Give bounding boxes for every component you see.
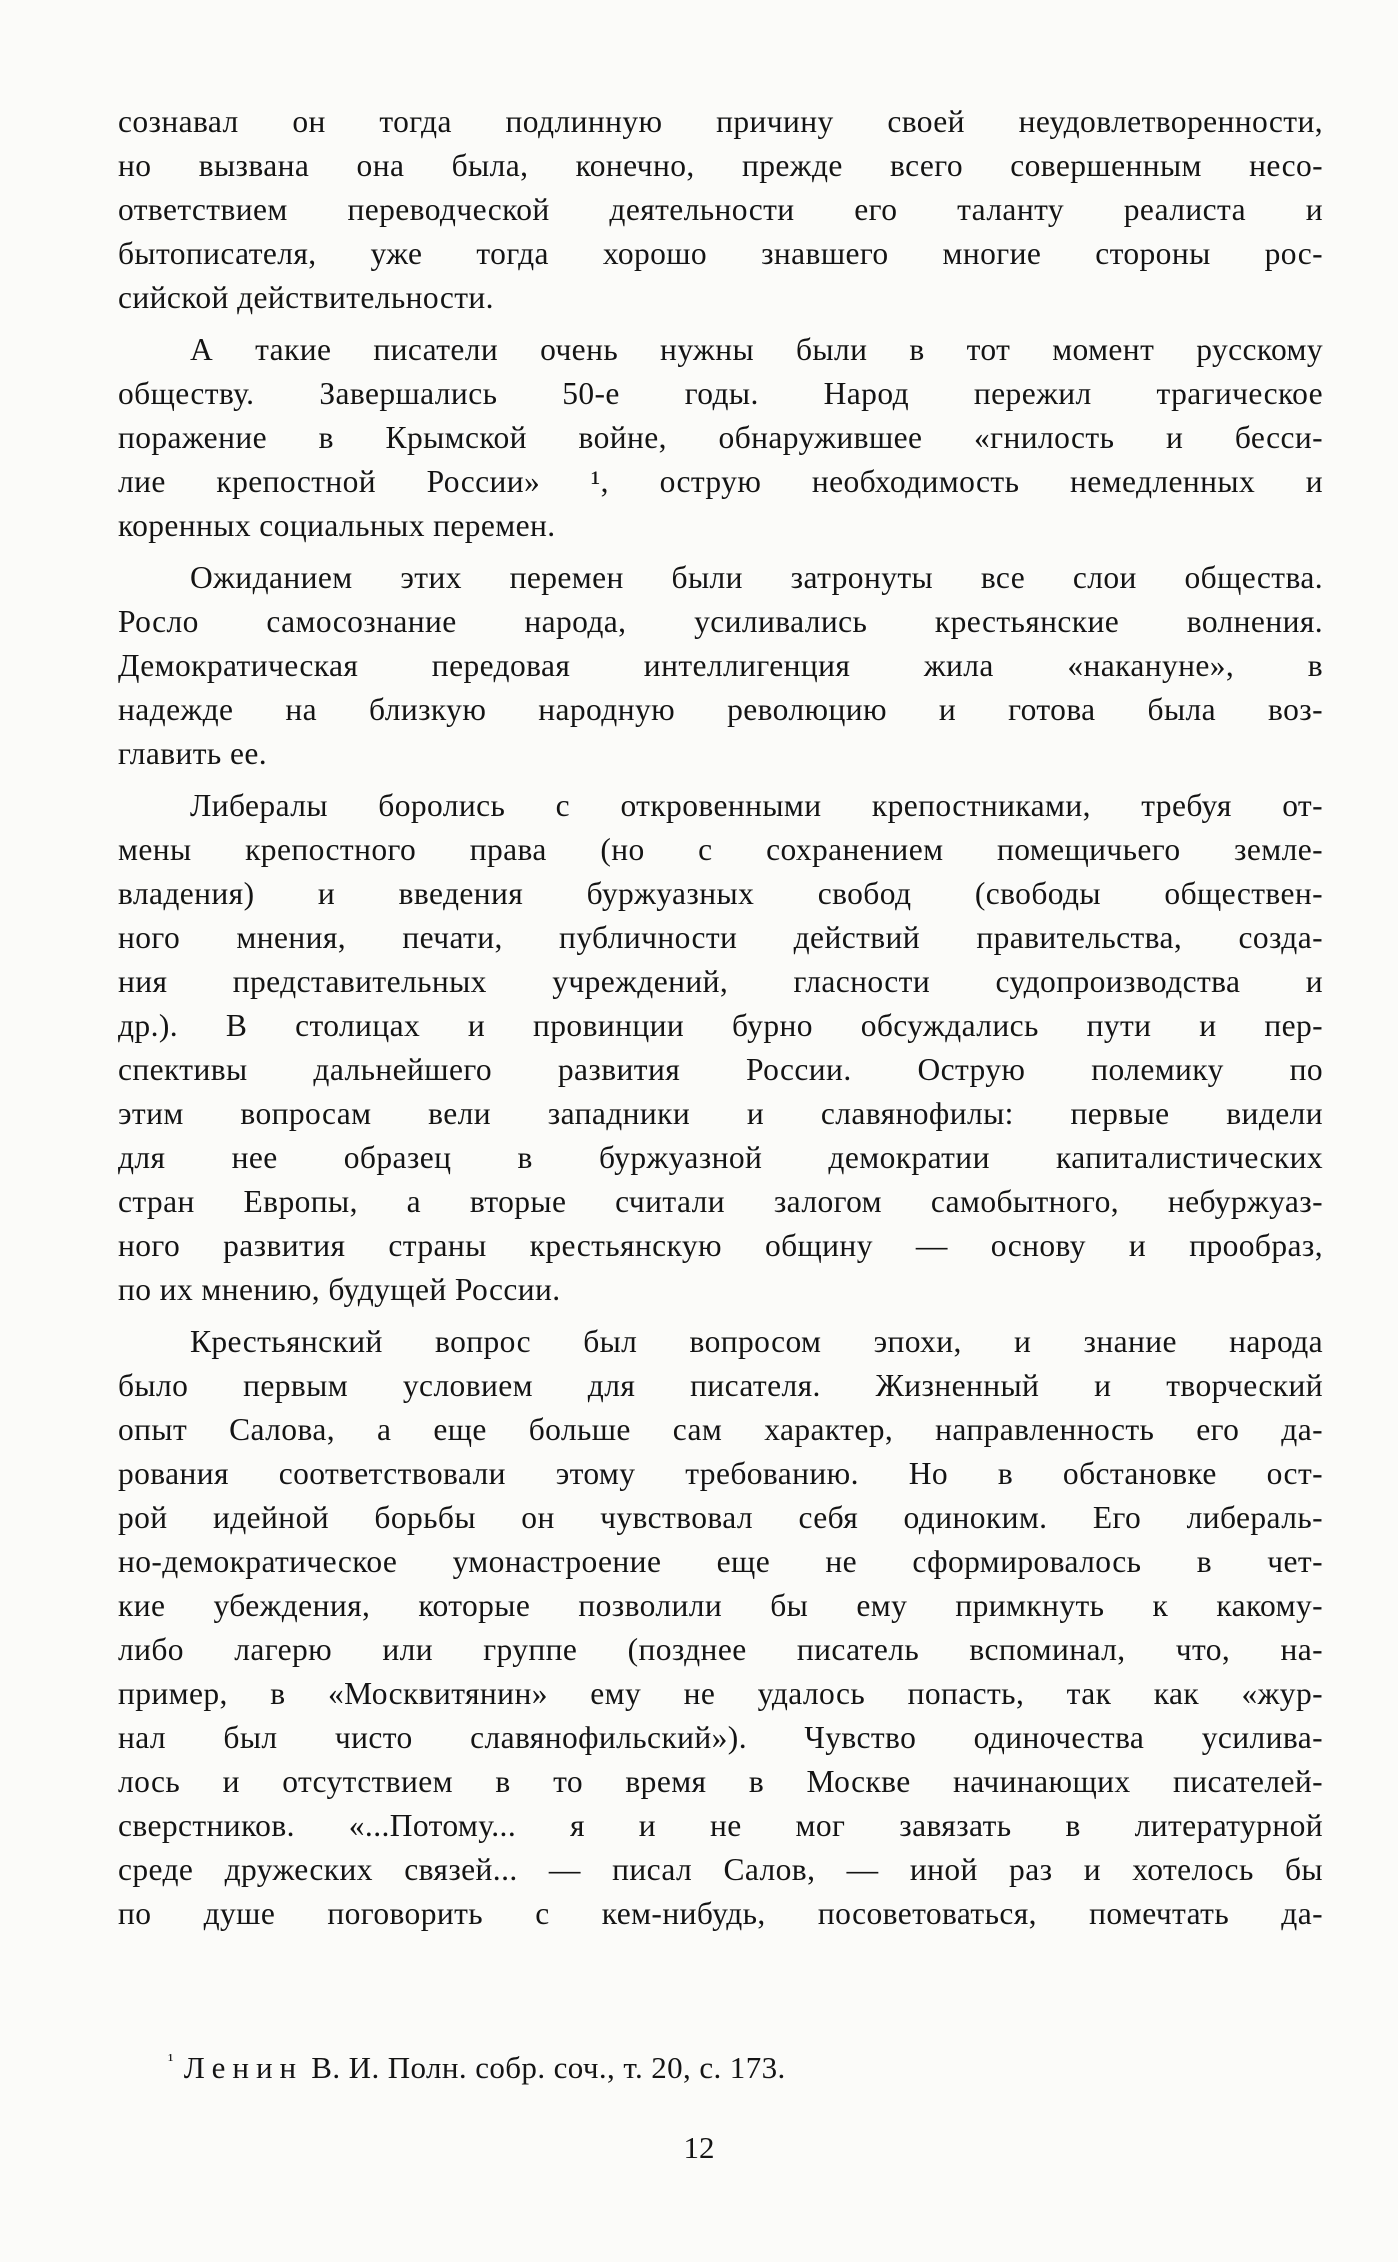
text-line: надежде на близкую народную революцию и готова была воз- [118, 692, 1323, 727]
paragraph [118, 100, 1323, 320]
paragraph [118, 556, 1323, 776]
text-line: лось и отсутствием в то время в Москве начинающих писателей- [118, 1764, 1323, 1799]
text-line: А такие писатели очень нужны были в тот момент русскому [190, 332, 1323, 367]
text-line: сийской действительности. [118, 280, 494, 315]
footnote-citation: В. И. Полн. собр. соч., т. 20, с. 173. [303, 2050, 786, 2085]
text-line: опыт Салова, а еще больше сам характер, направленность его да- [118, 1412, 1323, 1447]
text-line: пример, в «Москвитянин» ему не удалось попасть, так как «жур- [118, 1676, 1323, 1711]
text-line: главить ее. [118, 736, 267, 771]
text-line: поражение в Крымской войне, обнаружившее «гнилость и бесси- [118, 420, 1323, 455]
text-line: этим вопросам вели западники и славянофилы: первые видели [118, 1096, 1323, 1131]
text-line: рования соответствовали этому требованию. Но в обстановке ост- [118, 1456, 1323, 1491]
text-line: Демократическая передовая интеллигенция жила «накануне», в [118, 648, 1323, 683]
text-line: для нее образец в буржуазной демократии капиталистических [118, 1140, 1323, 1175]
text-line: мены крепостного права (но с сохранением помещичьего земле- [118, 832, 1323, 867]
main-text [118, 100, 1323, 1944]
footnote-marker: ¹ [168, 2050, 174, 2070]
text-line: лие крепостной России» ¹, острую необходимость немедленных и [118, 464, 1323, 499]
text-line: либо лагерю или группе (позднее писатель вспоминал, что, на- [118, 1632, 1323, 1667]
text-line: Росло самосознание народа, усиливались крестьянские волнения. [118, 604, 1323, 639]
footnote-author: Ленин [183, 2050, 304, 2085]
text-line: рой идейной борьбы он чувствовал себя одиноким. Его либераль- [118, 1500, 1323, 1535]
text-line: ного развития страны крестьянскую общину — основу и прообраз, [118, 1228, 1323, 1263]
text-line: ответствием переводческой деятельности его таланту реалиста и [118, 192, 1323, 227]
text-line: было первым условием для писателя. Жизненный и творческий [118, 1368, 1323, 1403]
text-line: сознавал он тогда подлинную причину своей неудовлетворенности, [118, 104, 1323, 139]
text-line: Либералы боролись с откровенными крепостниками, требуя от- [190, 788, 1323, 823]
text-line: стран Европы, а вторые считали залогом самобытного, небуржуаз- [118, 1184, 1323, 1219]
text-line: сверстников. «...Потому... я и не мог завязать в литературной [118, 1808, 1323, 1843]
footnote [168, 2040, 786, 2088]
text-line: ния представительных учреждений, гласности судопроизводства и [118, 964, 1323, 999]
paragraph [118, 1320, 1323, 1936]
text-line: коренных социальных перемен. [118, 508, 556, 543]
page-number: 12 [683, 2130, 715, 2165]
text-line: Ожиданием этих перемен были затронуты все слои общества. [190, 560, 1323, 595]
text-line: бытописателя, уже тогда хорошо знавшего многие стороны рос- [118, 236, 1323, 271]
text-line: владения) и введения буржуазных свобод (свободы обществен- [118, 876, 1323, 911]
text-line: обществу. Завершались 50-е годы. Народ пережил трагическое [118, 376, 1323, 411]
text-line: др.). В столицах и провинции бурно обсуждались пути и пер- [118, 1008, 1323, 1043]
text-line: но-демократическое умонастроение еще не сформировалось в чет- [118, 1544, 1323, 1579]
text-line: нал был чисто славянофильский»). Чувство одиночества усилива- [118, 1720, 1323, 1755]
text-line: ного мнения, печати, публичности действий правительства, созда- [118, 920, 1323, 955]
paragraph [118, 784, 1323, 1312]
text-line: по душе поговорить с кем-нибудь, посоветоваться, помечтать да- [118, 1896, 1323, 1931]
text-line: Крестьянский вопрос был вопросом эпохи, и знание народа [190, 1324, 1323, 1359]
text-line: по их мнению, будущей России. [118, 1272, 561, 1307]
text-line: спективы дальнейшего развития России. Острую полемику по [118, 1052, 1323, 1087]
text-line: но вызвана она была, конечно, прежде всего совершенным несо- [118, 148, 1323, 183]
text-line: среде дружеских связей... — писал Салов, — иной раз и хотелось бы [118, 1852, 1323, 1887]
text-line: кие убеждения, которые позволили бы ему примкнуть к какому- [118, 1588, 1323, 1623]
paragraph [118, 328, 1323, 548]
